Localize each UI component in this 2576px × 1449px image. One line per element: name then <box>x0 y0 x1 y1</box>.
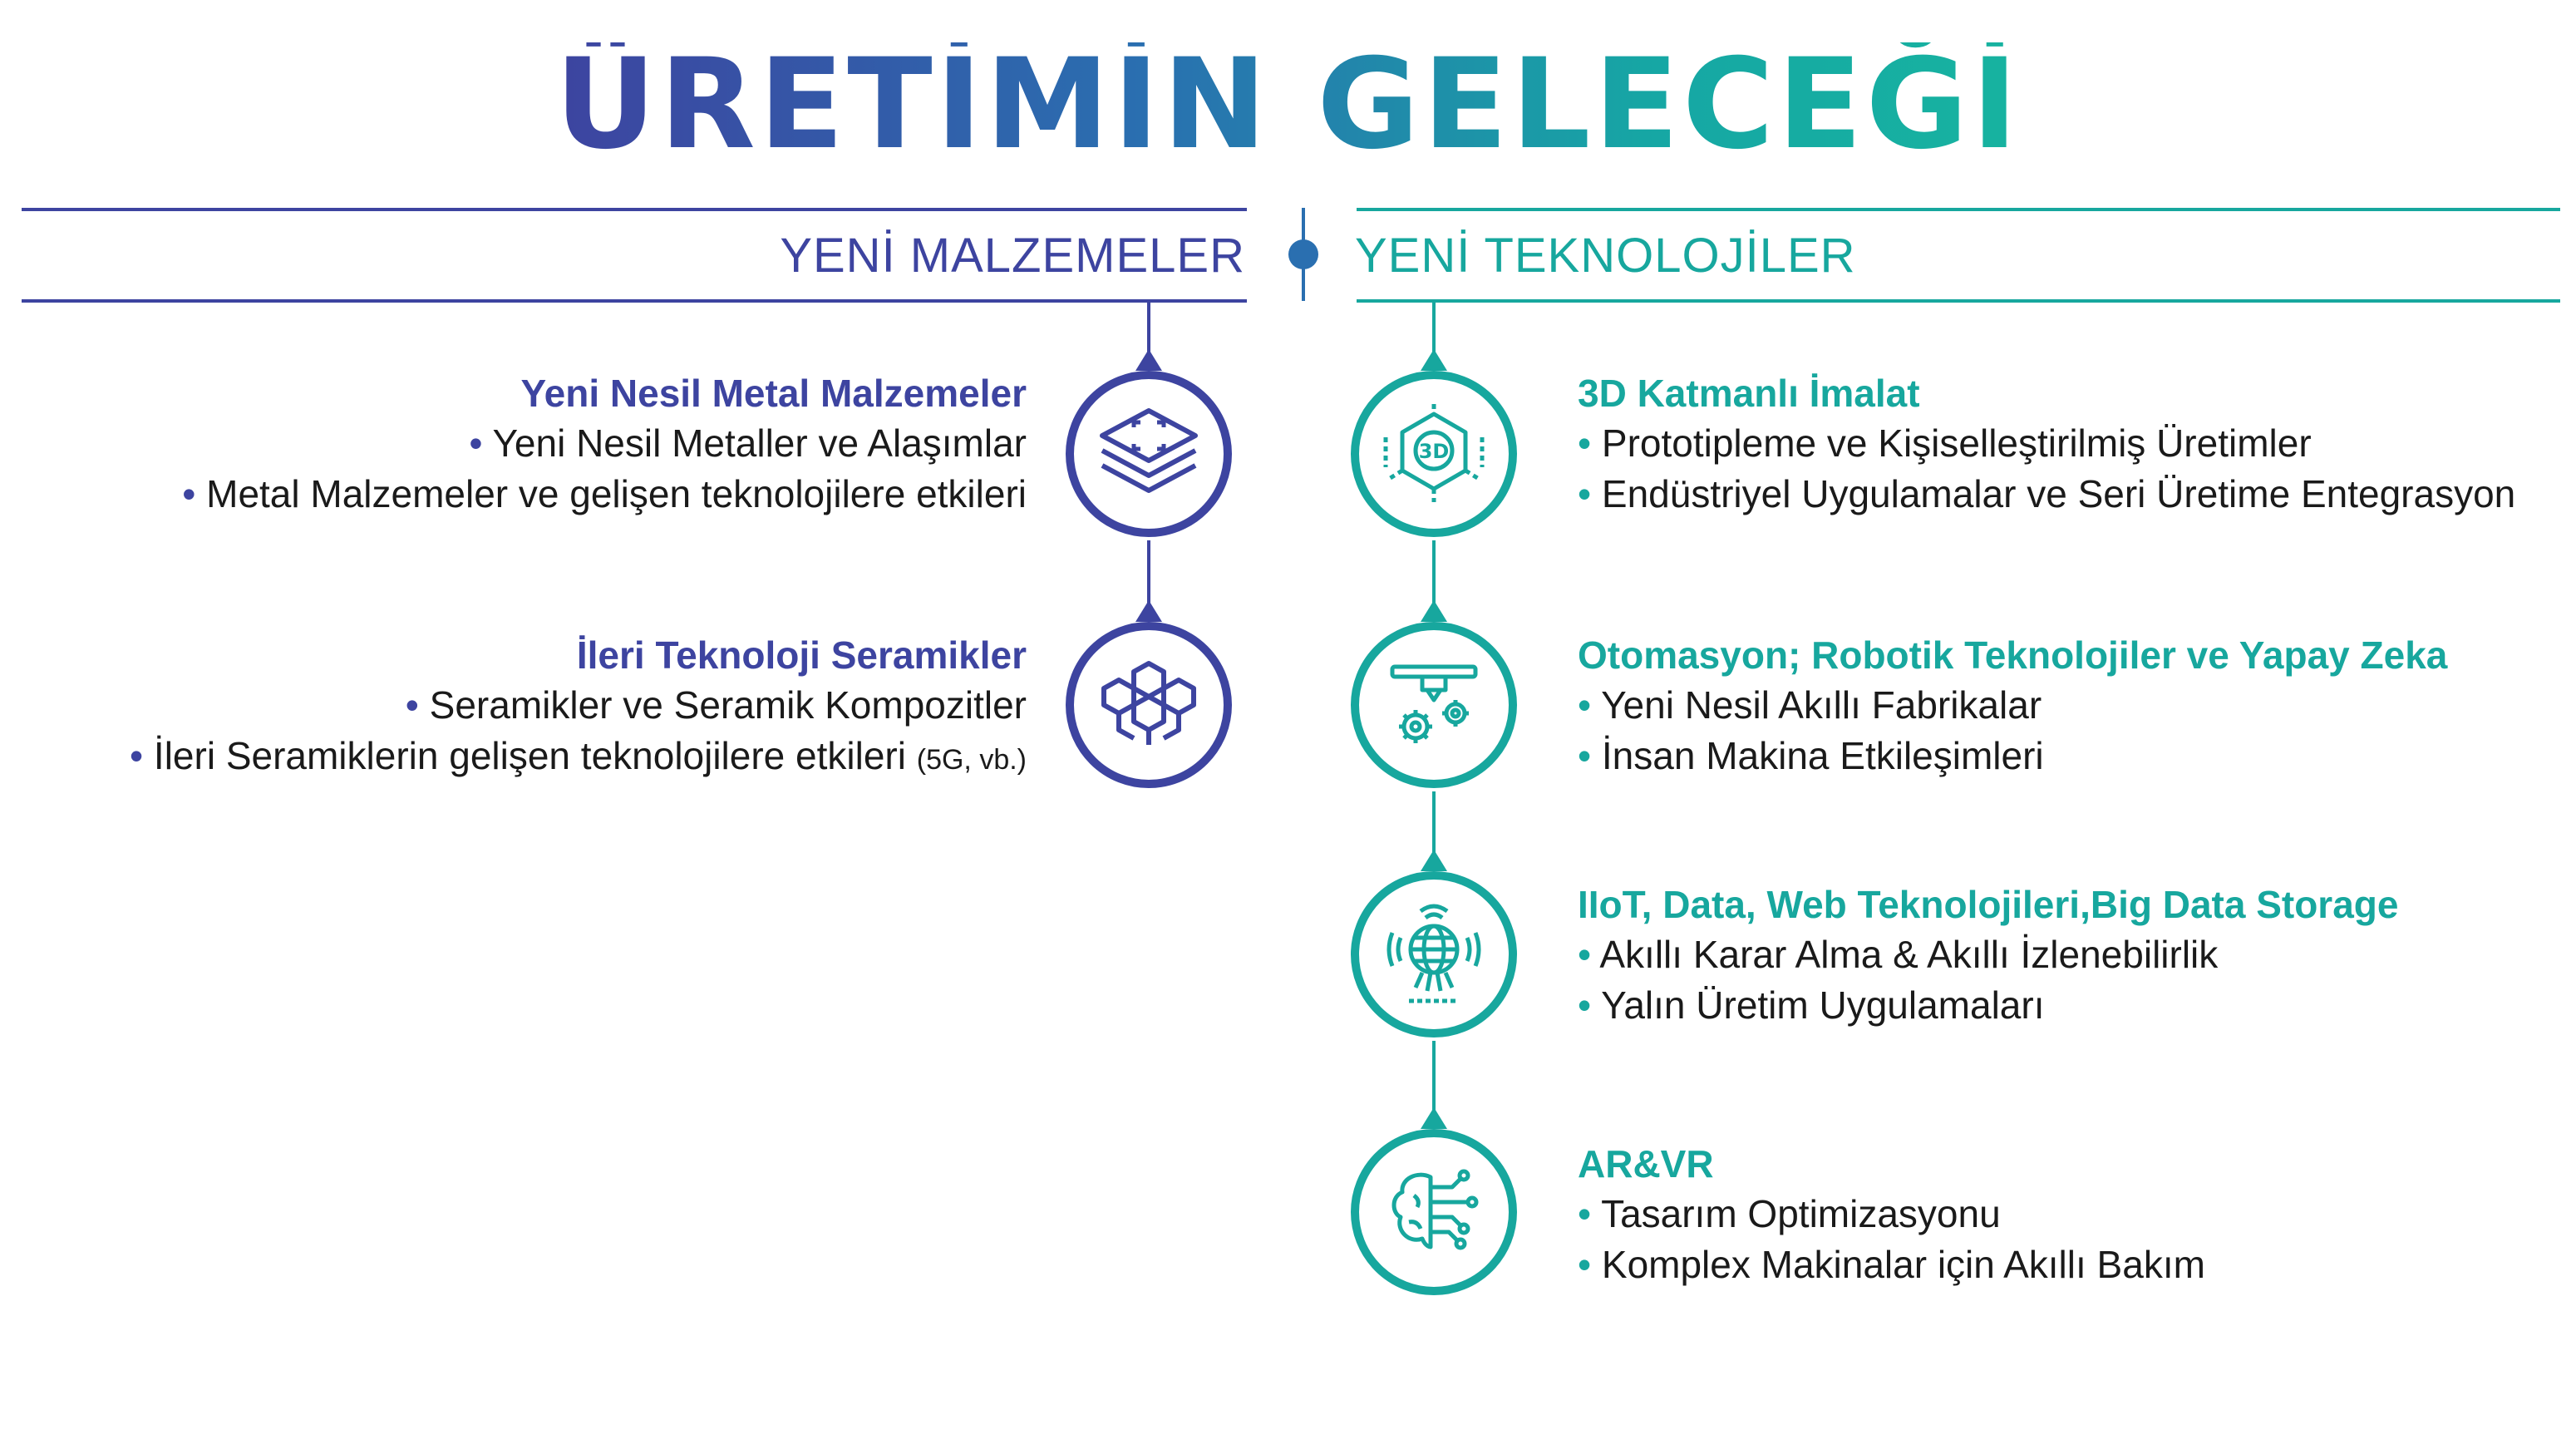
list-item-text: İleri Seramiklerin gelişen teknolojilere etkileri <box>153 734 906 777</box>
bullet-icon: • <box>1578 1243 1592 1286</box>
list-item <box>0 680 1027 731</box>
robot-arm-gears-icon-node <box>1351 622 1517 788</box>
list-item <box>1578 731 2559 781</box>
globe-signal-icon-node <box>1351 871 1517 1037</box>
block-title: İleri Teknoloji Seramikler <box>576 633 1027 677</box>
robot-arm-gears-icon <box>1376 647 1492 763</box>
bullet-icon: • <box>469 421 483 465</box>
block-title: 3D Katmanlı İmalat <box>1578 372 1920 415</box>
block-ar-vr <box>1578 1139 2559 1290</box>
list-item-text: İnsan Makina Etkileşimleri <box>1601 734 2044 777</box>
list-item-note: (5G, vb.) <box>916 744 1027 776</box>
list-item <box>1578 980 2559 1031</box>
3d-cube-label: 3D <box>1418 440 1450 463</box>
layers-chip-icon-node <box>1066 371 1232 537</box>
block-title: IIoT, Data, Web Teknolojileri,Big Data Storage <box>1578 883 2399 926</box>
block-iiot-data <box>1578 880 2559 1031</box>
section-heading-materials: YENİ MALZEMELER <box>780 229 1245 283</box>
list-item-text: Yeni Nesil Akıllı Fabrikalar <box>1601 683 2042 727</box>
bullet-icon: • <box>1578 734 1592 777</box>
list-item-text: Endüstriyel Uygulamalar ve Seri Üretime Entegrasyon <box>1601 472 2516 515</box>
bullet-icon: • <box>405 683 419 727</box>
list-item <box>1578 1189 2559 1240</box>
list-item-text: Yalın Üretim Uygulamaları <box>1601 983 2045 1027</box>
list-item-text: Seramikler ve Seramik Kompozitler <box>429 683 1027 727</box>
list-item <box>0 469 1027 520</box>
brain-circuit-icon <box>1376 1154 1492 1270</box>
list-item <box>0 418 1027 469</box>
list-item-text: Akıllı Karar Alma & Akıllı İzlenebilirlik <box>1599 933 2219 976</box>
list-item-text: Yeni Nesil Metaller ve Alaşımlar <box>492 421 1027 465</box>
3d-cube-icon-node <box>1351 371 1517 537</box>
block-title: AR&VR <box>1578 1142 1714 1185</box>
bullet-icon: • <box>130 734 144 777</box>
list-item-text: Komplex Makinalar için Akıllı Bakım <box>1601 1243 2205 1286</box>
block-3d-additive <box>1578 368 2559 520</box>
layers-chip-icon <box>1091 396 1207 512</box>
bullet-icon: • <box>1578 683 1592 727</box>
block-metal-materials <box>0 368 1027 520</box>
block-title: Yeni Nesil Metal Malzemeler <box>520 372 1027 415</box>
block-automation <box>1578 630 2559 781</box>
list-item <box>1578 469 2559 520</box>
hexagon-molecule-icon-node <box>1066 622 1232 788</box>
list-item <box>0 731 1027 786</box>
3d-cube-icon <box>1376 396 1492 512</box>
brain-circuit-icon-node <box>1351 1129 1517 1295</box>
bullet-icon: • <box>1578 933 1592 976</box>
globe-signal-icon <box>1376 896 1492 1013</box>
list-item-text: Prototipleme ve Kişiselleştirilmiş Üretimler <box>1601 421 2312 465</box>
bullet-icon: • <box>1578 1192 1592 1235</box>
bullet-icon: • <box>1578 983 1592 1027</box>
list-item <box>1578 418 2559 469</box>
list-item <box>1578 929 2559 980</box>
block-title: Otomasyon; Robotik Teknolojiler ve Yapay Zeka <box>1578 633 2448 677</box>
bullet-icon: • <box>182 472 196 515</box>
section-heading-technologies: YENİ TEKNOLOJİLER <box>1355 229 1856 283</box>
list-item <box>1578 680 2559 731</box>
hexagon-molecule-icon <box>1091 647 1207 763</box>
block-advanced-ceramics <box>0 630 1027 786</box>
page-title-text: ÜRETİMİN GELECEĞİ <box>554 32 2022 177</box>
list-item-text: Metal Malzemeler ve gelişen teknolojilere etkileri <box>206 472 1027 515</box>
bullet-icon: • <box>1578 472 1592 515</box>
list-item-text: Tasarım Optimizasyonu <box>1601 1192 2001 1235</box>
bullet-icon: • <box>1578 421 1592 465</box>
list-item <box>1578 1240 2559 1290</box>
